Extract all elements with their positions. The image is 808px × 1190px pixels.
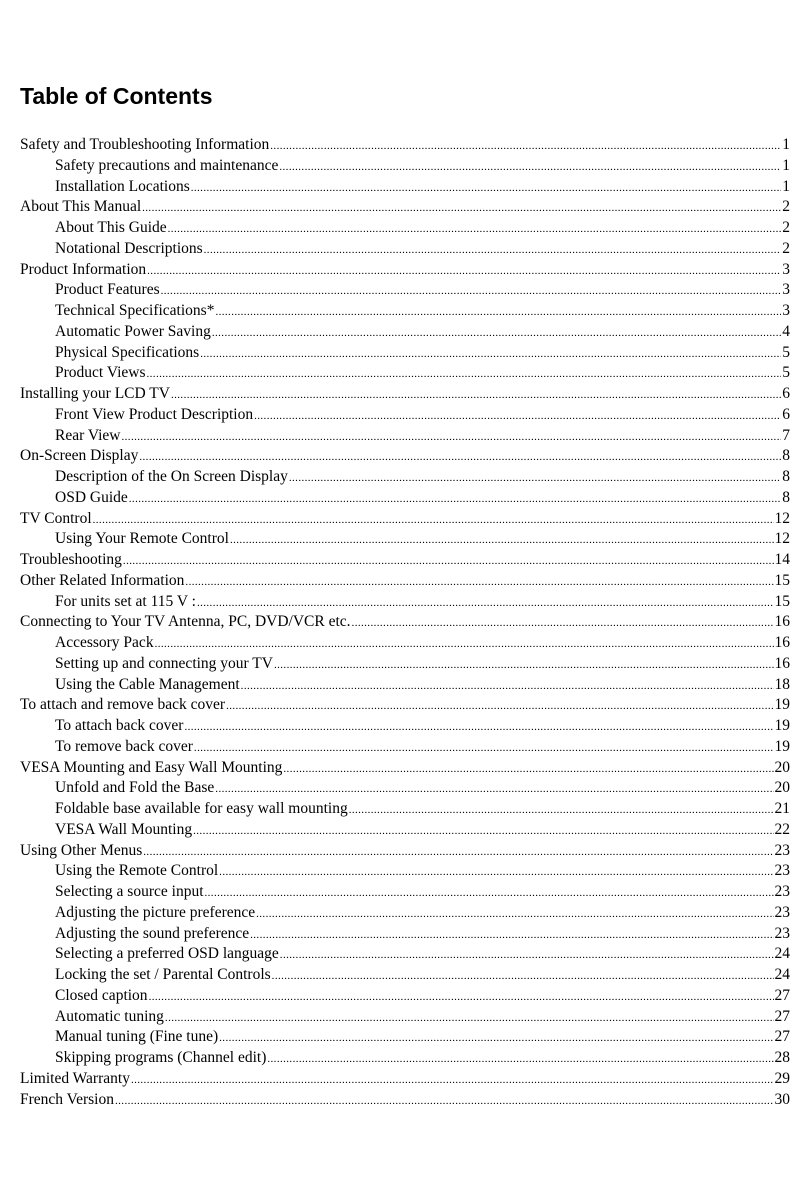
toc-entry[interactable]: [20, 446, 790, 467]
toc-entry-label: Safety and Troubleshooting Information: [20, 136, 270, 153]
toc-entry-page-number: 22: [774, 820, 790, 838]
toc-entry-label: Technical Specifications*: [55, 302, 215, 319]
dot-leader: [219, 1027, 773, 1048]
toc-entry[interactable]: [20, 1090, 790, 1111]
toc-entry[interactable]: [20, 239, 790, 260]
toc-entry-label: Selecting a source input: [55, 883, 204, 900]
dot-leader: [115, 1090, 774, 1111]
toc-entry-page-number: 5: [782, 343, 790, 361]
toc-entry-page-number: 1: [782, 177, 790, 195]
toc-entry[interactable]: [20, 156, 790, 177]
dot-leader: [122, 426, 782, 447]
toc-entry-label: About This Guide: [55, 219, 167, 236]
dot-leader: [184, 716, 773, 737]
toc-entry-label: Installing your LCD TV: [20, 385, 170, 402]
toc-entry-page-number: 2: [782, 219, 790, 236]
dot-leader: [143, 841, 773, 862]
dot-leader: [215, 778, 773, 799]
toc-entry-page-number: 8: [782, 447, 790, 465]
toc-entry-page-number: 3: [782, 302, 790, 319]
toc-entry[interactable]: [20, 426, 790, 447]
dot-leader: [168, 218, 782, 239]
toc-entry-page-number: 18: [774, 675, 790, 693]
toc-entry[interactable]: [20, 820, 790, 841]
dot-leader: [212, 322, 781, 343]
toc-entry-label: Limited Warranty: [20, 1069, 130, 1087]
toc-entry-label: VESA Mounting and Easy Wall Mounting: [20, 758, 283, 776]
toc-entry[interactable]: [20, 1069, 790, 1090]
toc-entry-label: Physical Specifications: [55, 343, 200, 361]
toc-entry-label: Accessory Pack: [55, 634, 154, 651]
toc-entry[interactable]: [20, 716, 790, 737]
toc-entry[interactable]: [20, 260, 790, 281]
toc-entry-page-number: 16: [774, 634, 790, 651]
toc-entry[interactable]: [20, 467, 790, 488]
dot-leader: [142, 197, 781, 218]
toc-entry-page-number: 27: [774, 1007, 790, 1025]
toc-entry[interactable]: [20, 488, 790, 509]
dot-leader: [283, 758, 773, 779]
toc-entry[interactable]: [20, 405, 790, 426]
dot-leader: [241, 675, 774, 696]
toc-entry-page-number: 8: [782, 488, 790, 506]
dot-leader: [256, 903, 773, 924]
toc-entry[interactable]: [20, 177, 790, 198]
toc-entry-page-number: 7: [782, 426, 790, 444]
dot-leader: [204, 239, 782, 260]
toc-entry-label: Front View Product Description: [55, 405, 254, 423]
toc-entry-page-number: 23: [774, 924, 790, 942]
toc-entry-page-number: 15: [774, 571, 790, 589]
dot-leader: [226, 695, 773, 716]
toc-entry[interactable]: [20, 301, 790, 322]
toc-entry-page-number: 5: [782, 364, 790, 382]
toc-entry[interactable]: [20, 986, 790, 1007]
toc-entry-page-number: 24: [774, 966, 790, 983]
dot-leader: [93, 509, 774, 530]
dot-leader: [272, 965, 774, 986]
toc-entry-page-number: 3: [782, 260, 790, 278]
toc-entry-label: About This Manual: [20, 198, 142, 216]
toc-entry-page-number: 3: [782, 281, 790, 299]
dot-leader: [289, 467, 781, 488]
toc-entry[interactable]: [20, 384, 790, 405]
toc-entry-label: Description of the On Screen Display: [55, 468, 288, 485]
toc-entry[interactable]: [20, 654, 790, 675]
toc-entry-page-number: 19: [774, 696, 790, 714]
toc-entry-label: Installation Locations: [55, 177, 190, 195]
toc-entry-label: Locking the set / Parental Controls: [55, 966, 271, 983]
toc-entry-label: Adjusting the picture preference: [55, 903, 256, 921]
dot-leader: [215, 301, 781, 322]
toc-entry[interactable]: [20, 903, 790, 924]
toc-entry-label: Closed caption: [55, 986, 148, 1004]
toc-entry[interactable]: [20, 675, 790, 696]
toc-entry[interactable]: [20, 924, 790, 945]
dot-leader: [280, 944, 774, 965]
toc-entry[interactable]: [20, 778, 790, 799]
toc-entry[interactable]: [20, 633, 790, 654]
toc-entry-label: Skipping programs (Channel edit): [55, 1049, 267, 1066]
toc-entry-label: Using the Cable Management: [55, 675, 240, 693]
toc-list: [20, 135, 790, 1110]
dot-leader: [165, 1007, 774, 1028]
toc-entry-page-number: 24: [774, 945, 790, 963]
toc-entry-label: Safety precautions and maintenance: [55, 156, 279, 174]
dot-leader: [147, 363, 782, 384]
toc-entry-page-number: 14: [774, 551, 790, 568]
toc-entry-page-number: 2: [782, 198, 790, 216]
toc-entry-label: Automatic tuning: [55, 1007, 164, 1025]
toc-entry[interactable]: [20, 571, 790, 592]
toc-entry-page-number: 20: [774, 758, 790, 776]
dot-leader: [155, 633, 774, 654]
dot-leader: [131, 1069, 774, 1090]
dot-leader: [352, 612, 774, 633]
dot-leader: [205, 882, 774, 903]
toc-entry-page-number: 2: [782, 239, 790, 257]
toc-entry-label: Foldable base available for easy wall mounting: [55, 800, 348, 817]
toc-entry-label: VESA Wall Mounting: [55, 820, 193, 838]
dot-leader: [270, 135, 781, 156]
toc-entry-label: Automatic Power Saving: [55, 322, 211, 340]
toc-entry-label: Rear View: [55, 426, 121, 444]
toc-entry[interactable]: [20, 841, 790, 862]
dot-leader: [219, 861, 773, 882]
toc-entry-page-number: 23: [774, 862, 790, 880]
page-title: Table of Contents: [20, 83, 213, 109]
toc-entry-label: For units set at 115 V :: [55, 592, 196, 610]
toc-entry[interactable]: [20, 799, 790, 820]
toc-entry[interactable]: [20, 1007, 790, 1028]
dot-leader: [149, 986, 774, 1007]
toc-entry-page-number: 23: [774, 883, 790, 900]
toc-entry-page-number: 30: [774, 1090, 790, 1108]
toc-entry-label: OSD Guide: [55, 488, 128, 506]
dot-leader: [193, 820, 773, 841]
dot-leader: [197, 592, 774, 613]
dot-leader: [200, 343, 781, 364]
toc-entry-label: Adjusting the sound preference: [55, 924, 250, 942]
dot-leader: [274, 654, 774, 675]
toc-entry[interactable]: [20, 695, 790, 716]
toc-entry[interactable]: [20, 944, 790, 965]
toc-entry-label: Connecting to Your TV Antenna, PC, DVD/VCR etc.: [20, 613, 351, 631]
toc-entry[interactable]: [20, 965, 790, 986]
toc-entry-page-number: 21: [774, 800, 790, 817]
toc-entry[interactable]: [20, 737, 790, 758]
toc-entry-label: Notational Descriptions: [55, 239, 203, 257]
toc-entry-label: To remove back cover: [55, 737, 193, 755]
toc-entry[interactable]: [20, 550, 790, 571]
dot-leader: [279, 156, 781, 177]
dot-leader: [185, 571, 773, 592]
toc-entry[interactable]: [20, 509, 790, 530]
toc-entry-page-number: 23: [774, 841, 790, 859]
toc-entry[interactable]: [20, 363, 790, 384]
toc-entry-label: Using Your Remote Control: [55, 530, 229, 548]
toc-entry-label: Manual tuning (Fine tune): [55, 1028, 219, 1046]
dot-leader: [250, 924, 773, 945]
toc-entry-label: Other Related Information: [20, 571, 185, 589]
dot-leader: [161, 280, 782, 301]
toc-entry[interactable]: [20, 218, 790, 239]
toc-entry-label: Product Features: [55, 281, 160, 299]
toc-entry-label: Unfold and Fold the Base: [55, 779, 215, 797]
toc-entry[interactable]: [20, 529, 790, 550]
toc-entry-page-number: 6: [782, 405, 790, 423]
toc-entry[interactable]: [20, 882, 790, 903]
toc-entry-page-number: 27: [774, 1028, 790, 1046]
toc-entry[interactable]: [20, 592, 790, 613]
toc-entry-label: Product Views: [55, 364, 146, 382]
toc-entry-page-number: 16: [774, 613, 790, 631]
toc-entry-label: TV Control: [20, 509, 92, 527]
toc-entry-label: Selecting a preferred OSD language: [55, 945, 279, 963]
toc-entry-page-number: 23: [774, 903, 790, 921]
toc-entry-page-number: 29: [774, 1069, 790, 1087]
toc-entry-page-number: 8: [782, 468, 790, 485]
toc-entry-page-number: 20: [774, 779, 790, 797]
toc-entry-page-number: 16: [774, 654, 790, 672]
dot-leader: [349, 799, 774, 820]
toc-entry-page-number: 28: [774, 1049, 790, 1066]
toc-entry-label: French Version: [20, 1090, 114, 1108]
toc-entry[interactable]: [20, 322, 790, 343]
toc-entry[interactable]: [20, 861, 790, 882]
dot-leader: [191, 177, 782, 198]
toc-entry[interactable]: [20, 197, 790, 218]
dot-leader: [171, 384, 781, 405]
toc-entry-label: Setting up and connecting your TV: [55, 654, 273, 672]
toc-entry-page-number: 1: [782, 156, 790, 174]
toc-entry-label: Using Other Menus: [20, 841, 143, 859]
toc-entry-label: To attach and remove back cover: [20, 696, 226, 714]
toc-entry-label: Using the Remote Control: [55, 862, 219, 880]
toc-entry[interactable]: [20, 343, 790, 364]
toc-entry-label: Product Information: [20, 260, 147, 278]
toc-entry-page-number: 6: [782, 385, 790, 402]
toc-entry-page-number: 1: [782, 136, 790, 153]
toc-entry-page-number: 19: [774, 737, 790, 755]
toc-entry[interactable]: [20, 612, 790, 633]
toc-entry[interactable]: [20, 280, 790, 301]
toc-entry[interactable]: [20, 1048, 790, 1069]
toc-entry-label: To attach back cover: [55, 717, 184, 734]
toc-entry-label: Troubleshooting: [20, 551, 122, 568]
toc-entry-label: On-Screen Display: [20, 447, 139, 465]
toc-entry-page-number: 4: [782, 322, 790, 340]
toc-entry-page-number: 12: [774, 530, 790, 548]
dot-leader: [123, 550, 774, 571]
toc-entry-page-number: 27: [774, 986, 790, 1004]
toc-entry-page-number: 12: [774, 509, 790, 527]
dot-leader: [129, 488, 781, 509]
dot-leader: [194, 737, 774, 758]
toc-page: [20, 0, 790, 1190]
dot-leader: [230, 529, 774, 550]
dot-leader: [139, 446, 781, 467]
toc-entry[interactable]: [20, 135, 790, 156]
dot-leader: [267, 1048, 773, 1069]
dot-leader: [147, 260, 781, 281]
toc-entry-page-number: 15: [774, 592, 790, 610]
toc-entry[interactable]: [20, 758, 790, 779]
dot-leader: [254, 405, 781, 426]
toc-entry[interactable]: [20, 1027, 790, 1048]
toc-entry-page-number: 19: [774, 717, 790, 734]
